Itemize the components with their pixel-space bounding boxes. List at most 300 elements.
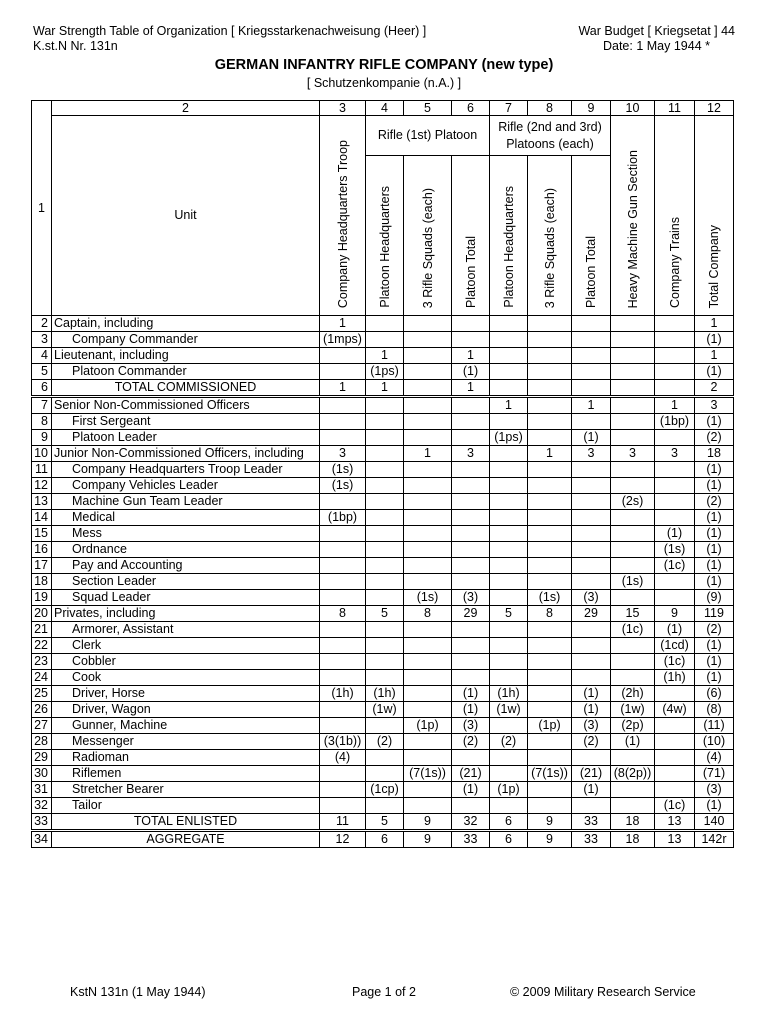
organization-table [31,100,734,848]
table-cell [655,734,695,750]
table-cell: (3) [572,590,611,606]
footer-page-number: Page 1 of 2 [352,985,416,999]
table-cell [404,316,452,332]
table-cell: 33 [572,831,611,848]
table-cell [366,526,404,542]
table-cell [366,750,404,766]
table-cell: 13 [655,831,695,848]
table-cell [611,590,655,606]
table-cell [572,316,611,332]
table-cell [655,316,695,332]
table-cell: (1) [695,462,734,478]
table-cell: 1 [490,397,528,414]
table-cell [452,798,490,814]
table-cell [490,798,528,814]
table-cell [320,364,366,380]
table-row [32,766,734,782]
table-cell [366,798,404,814]
table-row [32,702,734,718]
table-cell [528,494,572,510]
row-number: 20 [32,606,52,622]
table-cell [572,670,611,686]
table-cell [404,638,452,654]
table-cell: 3 [695,397,734,414]
table-cell: 9 [528,831,572,848]
row-number: 17 [32,558,52,574]
table-cell [528,558,572,574]
table-cell: (2p) [611,718,655,734]
table-cell [320,348,366,364]
table-cell: (2h) [611,686,655,702]
table-cell [572,750,611,766]
table-cell [528,510,572,526]
table-cell: (1h) [366,686,404,702]
table-cell: 1 [452,348,490,364]
table-row [32,494,734,510]
row-label: Company Headquarters Troop Leader [52,462,320,478]
table-cell: (1) [572,686,611,702]
row-number: 3 [32,332,52,348]
table-cell [490,316,528,332]
table-cell [611,510,655,526]
table-cell: 3 [572,446,611,462]
table-cell: (1) [695,414,734,430]
row-label: Privates, including [52,606,320,622]
row-label: Pay and Accounting [52,558,320,574]
table-cell: (1s) [320,478,366,494]
page-subtitle: [ Schutzenkompanie (n.A.) ] [306,76,462,90]
column-header: Total Company [695,116,734,316]
unit-column-header: Unit [52,116,320,316]
table-cell [404,558,452,574]
table-cell [490,718,528,734]
table-row [32,462,734,478]
table-cell: (1ps) [490,430,528,446]
table-cell [320,430,366,446]
table-cell [572,798,611,814]
header-document-number: K.st.N Nr. 131n [33,39,118,53]
table-cell [528,348,572,364]
table-cell [366,332,404,348]
table-cell [490,414,528,430]
table-cell [528,397,572,414]
table-cell: (1h) [655,670,695,686]
table-row [32,686,734,702]
table-cell [572,526,611,542]
table-row [32,478,734,494]
table-cell: 1 [528,446,572,462]
table-cell [366,654,404,670]
table-cell: (9) [695,590,734,606]
table-cell [452,332,490,348]
table-cell [611,414,655,430]
table-cell [528,542,572,558]
header-date: Date: 1 May 1944 * [602,39,710,53]
table-cell: 3 [452,446,490,462]
table-row [32,397,734,414]
table-cell: (1p) [490,782,528,798]
table-cell [404,654,452,670]
table-cell: (2s) [611,494,655,510]
row-label: Company Vehicles Leader [52,478,320,494]
table-cell [452,397,490,414]
table-cell: (2) [572,734,611,750]
table-cell [611,782,655,798]
table-cell [490,750,528,766]
table-cell: 5 [366,606,404,622]
table-cell: (4) [320,750,366,766]
table-cell: 1 [320,380,366,397]
table-cell: (8(2p)) [611,766,655,782]
table-cell [572,638,611,654]
table-cell [490,638,528,654]
row-number: 24 [32,670,52,686]
row-number: 28 [32,734,52,750]
table-cell [404,380,452,397]
table-cell [572,348,611,364]
table-row [32,814,734,831]
table-cell: 119 [695,606,734,622]
table-cell: 3 [320,446,366,462]
table-cell [655,478,695,494]
table-cell [404,574,452,590]
table-cell [366,414,404,430]
row-label: AGGREGATE [52,831,320,848]
table-cell: (1) [572,782,611,798]
table-body [32,316,734,848]
table-cell [655,590,695,606]
table-cell [528,574,572,590]
row-label: Medical [52,510,320,526]
column-number: 4 [366,101,404,116]
table-cell: (1) [655,622,695,638]
table-cell: 32 [452,814,490,831]
table-cell [404,430,452,446]
table-cell: 11 [320,814,366,831]
column-number: 3 [320,101,366,116]
table-cell [490,348,528,364]
table-cell [320,590,366,606]
table-cell [320,638,366,654]
row-label: Stretcher Bearer [52,782,320,798]
table-cell [452,654,490,670]
table-cell [366,542,404,558]
table-cell [452,494,490,510]
table-cell: (3) [572,718,611,734]
column-header: Platoon Headquarters [366,156,404,316]
table-cell [452,542,490,558]
table-cell: (2) [366,734,404,750]
column-number: 12 [695,101,734,116]
table-cell [490,654,528,670]
column-number: 5 [404,101,452,116]
table-cell [404,686,452,702]
table-cell: 1 [366,380,404,397]
table-cell [655,380,695,397]
table-cell [528,526,572,542]
table-cell: (1) [695,654,734,670]
table-cell [490,574,528,590]
table-cell [611,638,655,654]
table-cell [655,332,695,348]
row-label: Platoon Leader [52,430,320,446]
row-number: 21 [32,622,52,638]
table-cell [655,718,695,734]
column-number: 10 [611,101,655,116]
table-cell: (1) [572,702,611,718]
table-cell [320,654,366,670]
table-cell: (1) [452,364,490,380]
table-cell [611,542,655,558]
table-cell: (1s) [320,462,366,478]
table-row [32,670,734,686]
table-cell [366,590,404,606]
row-number: 23 [32,654,52,670]
table-cell: (2) [490,734,528,750]
table-cell: (1p) [528,718,572,734]
row-number: 12 [32,478,52,494]
table-cell: (7(1s)) [528,766,572,782]
table-cell: (1c) [655,654,695,670]
row-number: 27 [32,718,52,734]
table-cell: (1) [695,638,734,654]
row-number: 22 [32,638,52,654]
table-cell: 1 [655,397,695,414]
table-cell: (3) [452,590,490,606]
table-cell [404,622,452,638]
group-header-rifle-1st-platoon: Rifle (1st) Platoon [366,116,490,156]
table-cell [320,542,366,558]
table-cell: (1) [695,670,734,686]
table-row [32,430,734,446]
table-cell [611,364,655,380]
table-cell [404,782,452,798]
table-cell [611,558,655,574]
table-cell [490,542,528,558]
table-cell [490,446,528,462]
table-cell: 12 [320,831,366,848]
table-cell [490,590,528,606]
table-cell [404,494,452,510]
row-label: Messenger [52,734,320,750]
row-number: 29 [32,750,52,766]
table-cell [366,316,404,332]
table-cell [572,332,611,348]
row-label: Platoon Commander [52,364,320,380]
table-cell: (1) [572,430,611,446]
row-number: 31 [32,782,52,798]
table-cell: 9 [655,606,695,622]
table-row [32,414,734,430]
table-cell [404,542,452,558]
table-cell [320,414,366,430]
row-label: Captain, including [52,316,320,332]
table-cell: (2) [695,494,734,510]
table-cell: 5 [490,606,528,622]
table-cell: 1 [695,348,734,364]
table-cell: 15 [611,606,655,622]
row-label: Company Commander [52,332,320,348]
table-cell [320,526,366,542]
table-cell: 5 [366,814,404,831]
row-label: Driver, Horse [52,686,320,702]
row-label: First Sergeant [52,414,320,430]
table-cell [452,670,490,686]
table-cell: (1c) [655,798,695,814]
row-number: 5 [32,364,52,380]
table-cell [490,380,528,397]
table-cell [366,446,404,462]
table-cell [404,526,452,542]
table-cell [572,542,611,558]
table-cell [611,750,655,766]
table-cell: (1) [695,332,734,348]
table-row [32,364,734,380]
table-cell: 1 [404,446,452,462]
table-cell [404,462,452,478]
table-row [32,542,734,558]
table-cell: (4w) [655,702,695,718]
header-war-budget: War Budget [ Kriegsetat ] 44 [578,24,735,38]
table-cell: (11) [695,718,734,734]
table-cell [611,397,655,414]
table-cell: 1 [320,316,366,332]
row-label: Riflemen [52,766,320,782]
table-cell [490,364,528,380]
table-cell [452,622,490,638]
row-number: 19 [32,590,52,606]
table-cell [528,670,572,686]
table-row [32,316,734,332]
table-cell: (4) [695,750,734,766]
table-cell: (1) [695,478,734,494]
table-cell [366,397,404,414]
table-cell: (1) [695,574,734,590]
column-number: 8 [528,101,572,116]
table-cell: 29 [452,606,490,622]
row-label: Tailor [52,798,320,814]
table-row [32,332,734,348]
table-cell [404,702,452,718]
table-row [32,831,734,848]
column-header: Platoon Total [452,156,490,316]
row-number: 14 [32,510,52,526]
table-cell [528,686,572,702]
table-cell [655,430,695,446]
table-row [32,574,734,590]
table-cell [528,332,572,348]
header-title: War Strength Table of Organization [ Kriegsstarkenachweisung (Heer) ] [33,24,427,38]
table-cell: 140 [695,814,734,831]
table-cell: (1mps) [320,332,366,348]
table-row [32,782,734,798]
group-header-rifle-2nd-3rd-platoons: Rifle (2nd and 3rd) Platoons (each) [490,116,611,156]
table-cell: (1s) [655,542,695,558]
table-cell [655,510,695,526]
table-row [32,446,734,462]
table-cell [528,734,572,750]
column-header: 3 Rifle Squads (each) [404,156,452,316]
table-cell [611,526,655,542]
table-cell: 3 [611,446,655,462]
row-label: Senior Non-Commissioned Officers [52,397,320,414]
table-cell: (1) [452,702,490,718]
column-number: 7 [490,101,528,116]
table-cell [320,574,366,590]
column-header: 3 Rifle Squads (each) [528,156,572,316]
column-header: Platoon Total [572,156,611,316]
table-cell: (21) [452,766,490,782]
table-cell [320,718,366,734]
table-cell: (1) [655,526,695,542]
table-cell [490,558,528,574]
table-cell [655,750,695,766]
table-row [32,526,734,542]
row-label: Clerk [52,638,320,654]
table-cell [404,332,452,348]
table-row [32,654,734,670]
table-cell [404,750,452,766]
table-cell [320,702,366,718]
row-number: 7 [32,397,52,414]
table-cell: (1) [695,558,734,574]
table-cell [366,766,404,782]
row-number: 18 [32,574,52,590]
table-row [32,380,734,397]
table-cell [404,734,452,750]
table-cell: 9 [404,814,452,831]
table-cell [404,348,452,364]
table-cell: (3) [452,718,490,734]
table-cell: 33 [452,831,490,848]
table-cell: 9 [528,814,572,831]
table-cell: (1) [695,542,734,558]
table-cell: (1) [695,798,734,814]
table-cell: (6) [695,686,734,702]
table-cell: (1ps) [366,364,404,380]
row-label: TOTAL ENLISTED [52,814,320,831]
table-cell: 8 [320,606,366,622]
table-cell: 18 [611,814,655,831]
table-cell [366,622,404,638]
row-number: 32 [32,798,52,814]
row-label: Squad Leader [52,590,320,606]
table-cell [528,478,572,494]
table-cell [655,348,695,364]
table-cell [452,750,490,766]
table-cell [655,364,695,380]
table-cell [611,670,655,686]
table-cell [320,558,366,574]
table-cell [366,462,404,478]
table-cell [655,462,695,478]
table-cell [528,702,572,718]
table-cell: 29 [572,606,611,622]
row-number: 16 [32,542,52,558]
table-cell [366,574,404,590]
table-cell: (1p) [404,718,452,734]
table-cell [572,654,611,670]
table-cell: (1bp) [655,414,695,430]
table-cell [452,478,490,494]
table-cell [528,462,572,478]
table-cell [572,494,611,510]
table-cell: (1c) [611,622,655,638]
row-number: 2 [32,316,52,332]
table-cell: (1w) [611,702,655,718]
table-cell [572,574,611,590]
row-label: Driver, Wagon [52,702,320,718]
